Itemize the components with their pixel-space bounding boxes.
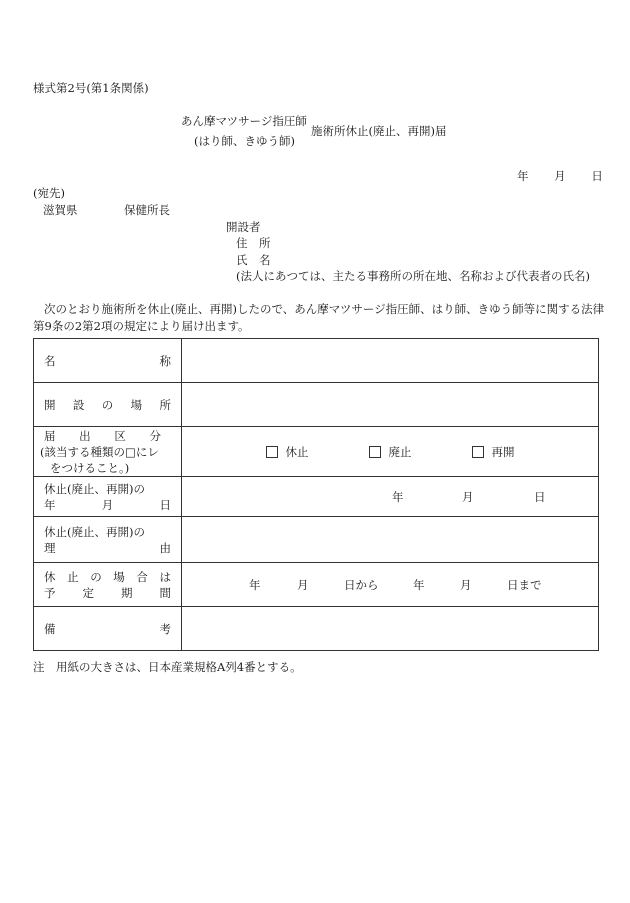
name-input-cell[interactable] [182,339,599,383]
label-char: 出 [79,428,91,443]
notification-form-table [33,338,599,651]
table-row-date [34,477,599,517]
label-char: の [101,397,114,412]
form-number: 様式第2号(第1条関係) [33,81,149,95]
checkbox-icon [472,446,484,458]
label-char: 休 [44,569,56,584]
checkbox-resume[interactable] [472,444,515,460]
footnote: 注 用紙の大きさは、日本産業規格A列4番とする。 [33,660,302,674]
title-suffix: 施術所休止(廃止、再開)届 [311,124,447,138]
applicant-name-field[interactable]: 氏 名 [236,253,271,267]
remarks-input-cell[interactable] [182,607,599,651]
table-row-reason [34,517,599,563]
label-char: 止 [67,569,79,584]
checkbox-icon [266,446,278,458]
label-char: 名 [44,353,56,368]
label-name [34,339,182,383]
label-char: 場 [113,569,125,584]
date-day-label: 日 [591,169,603,183]
checkbox-suspend[interactable] [266,444,309,460]
label-location [34,383,182,427]
label-char: 合 [136,569,148,584]
label-char: 予 [44,585,56,600]
category-note-1: (該当する種類の□にレ [40,444,159,459]
applicant-label: 開設者 [226,220,261,234]
addressee-destination: 保健所長 [124,203,170,217]
period-to-day: 日まで [507,577,542,592]
table-row-name [34,339,599,383]
option-abolish-label: 廃止 [388,444,412,459]
period-from-month: 月 [297,577,309,592]
category-options-cell [182,427,599,477]
checkbox-icon [369,446,381,458]
label-char: 由 [159,540,171,555]
body-text: 次のとおり施術所を休止(廃止、再開)したので、あん摩マツサージ指圧師、はり師、きゆう師等に関する法律第9条の2第2項の規定により届け出ます。 [33,302,605,333]
label-char: 区 [114,428,126,443]
label-char: 場 [130,397,143,412]
label-char: 月 [101,497,114,512]
label-char: 分 [149,428,161,443]
label-char: 開 [44,397,56,412]
reason-label-line-1: 休止(廃止、再開)の [44,524,145,539]
checkbox-abolish[interactable] [369,444,412,460]
label-char: 理 [44,540,56,555]
period-to-month: 月 [460,577,472,592]
table-row-period [34,563,599,607]
period-from-year: 年 [249,577,261,592]
period-from-day: 日から [344,577,379,592]
label-date [34,477,182,517]
label-char: 所 [159,397,171,412]
date-year-label: 年 [517,169,529,183]
addressee-prefecture: 滋賀県 [43,203,78,217]
date-month-label: 月 [554,169,566,183]
table-row-category [34,427,599,477]
label-char: 称 [159,353,171,368]
period-input-cell[interactable] [182,563,599,607]
option-resume-label: 再開 [491,444,515,459]
date-label-line-1: 休止(廃止、再開)の [44,481,145,496]
label-category [34,427,182,477]
submission-date[interactable] [517,170,603,184]
period-to-year: 年 [413,577,425,592]
label-reason [34,517,182,563]
label-char: 年 [44,497,56,512]
label-char: 定 [82,585,94,600]
label-char: 日 [159,497,171,512]
label-char: は [159,569,171,584]
table-row-remarks [34,607,599,651]
label-char: の [90,569,102,584]
title-line-2: (はり師、きゆう師) [194,134,295,148]
location-input-cell[interactable] [182,383,599,427]
label-char: 考 [159,621,171,636]
table-row-location [34,383,599,427]
date-year-unit: 年 [392,489,404,504]
label-char: 期 [121,585,133,600]
category-note-2: をつけること。) [50,460,130,475]
label-char: 備 [44,621,56,636]
label-char: 設 [72,397,85,412]
reason-input-cell[interactable] [182,517,599,563]
label-remarks [34,607,182,651]
label-period [34,563,182,607]
addressee-label: (宛先) [33,186,65,200]
date-month-unit: 月 [462,489,474,504]
corporate-note: (法人にあつては、主たる事務所の所在地、名称および代表者の氏名) [236,269,590,283]
date-input-cell[interactable] [182,477,599,517]
label-char: 届 [44,428,56,443]
applicant-address-field[interactable]: 住 所 [236,236,271,250]
label-char: 間 [159,585,171,600]
date-day-unit: 日 [534,489,546,504]
title-line-1: あん摩マツサージ指圧師 [181,114,307,128]
option-suspend-label: 休止 [285,444,309,459]
